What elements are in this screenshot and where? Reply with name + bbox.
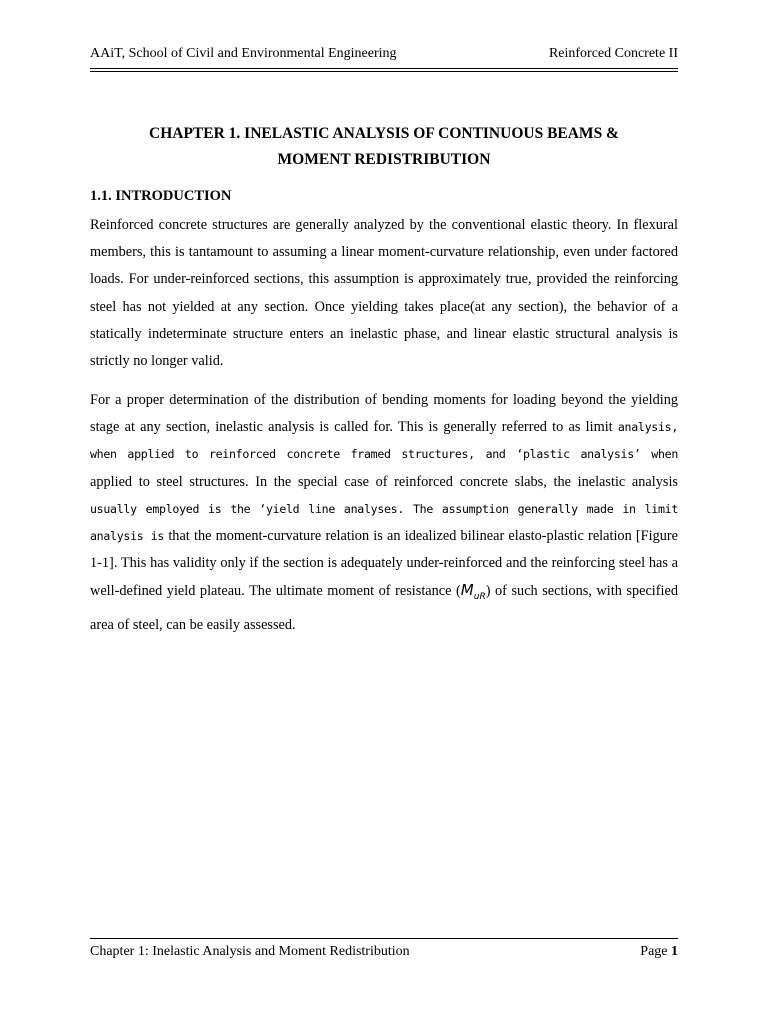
page-header — [90, 44, 678, 64]
section-heading: 1.1. INTRODUCTION — [90, 188, 232, 204]
header-rule — [90, 68, 678, 69]
header-school: AAiT, School of Civil and Environmental Engineering — [90, 46, 397, 61]
paragraph-2-mono1: analysis, when applied to reinforced concrete framed structures, and ‘plastic analysis’ when — [90, 420, 678, 462]
chapter-title-line1: CHAPTER 1. INELASTIC ANALYSIS OF CONTINUOUS BEAMS & — [149, 125, 619, 142]
page-footer — [90, 942, 678, 962]
chapter-title-line2: MOMENT REDISTRIBUTION — [277, 151, 491, 168]
page-number — [640, 942, 678, 962]
page-number-value: 1 — [671, 944, 678, 959]
paragraph-2-part4: ) of such sections, with specified area of steel, can be easily assessed. — [90, 583, 678, 633]
moment-symbol-letter: M — [460, 581, 474, 600]
paragraph-2-part2: applied to steel structures. In the special case of reinforced concrete slabs, the inelastic analysis — [90, 473, 678, 490]
paragraph-1 — [90, 212, 678, 375]
moment-symbol — [460, 581, 486, 603]
paragraph-2-text — [90, 387, 678, 639]
chapter-title — [90, 121, 678, 173]
footer-chapter: Chapter 1: Inelastic Analysis and Moment Redistribution — [90, 944, 410, 959]
paragraph-1-text: Reinforced concrete structures are generally analyzed by the conventional elastic theory. In flexural members, this is tantamount to assuming a linear moment-curvature relationship, even under factored loads. For under-reinforced sections, this assumption is approximately true, provided the reinforcing steel has not yielded at any section. Once yielding takes place(at any section), the behavior of a statically indeterminate structure enters an inelastic phase, and linear elastic structural analysis is strictly no longer valid. — [90, 217, 678, 370]
footer-rule — [90, 938, 678, 939]
header-course: Reinforced Concrete II — [548, 46, 678, 61]
paragraph-2-part3: that the moment-curvature relation is an idealized bilinear elasto-plastic relation [Figure 1-1]. This has validity only if the section is adequately under-reinforced and the reinforcing steel has a well-defined yield plateau. The ultimate moment of resistance ( — [90, 528, 679, 600]
page-label: Page — [640, 944, 671, 959]
header-rule-thin — [90, 71, 678, 72]
paragraph-2 — [90, 387, 678, 639]
moment-symbol-subscript: uR — [473, 592, 486, 603]
paragraph-2-part1: For a proper determination of the distribution of bending moments for loading beyond the yielding stage at any section, inelastic analysis is called for. This is generally referred to as limit — [90, 392, 678, 436]
paragraph-2-mono2: usually employed is the ‘yield line analyses. The assumption generally made in limit analysis is — [90, 501, 678, 544]
